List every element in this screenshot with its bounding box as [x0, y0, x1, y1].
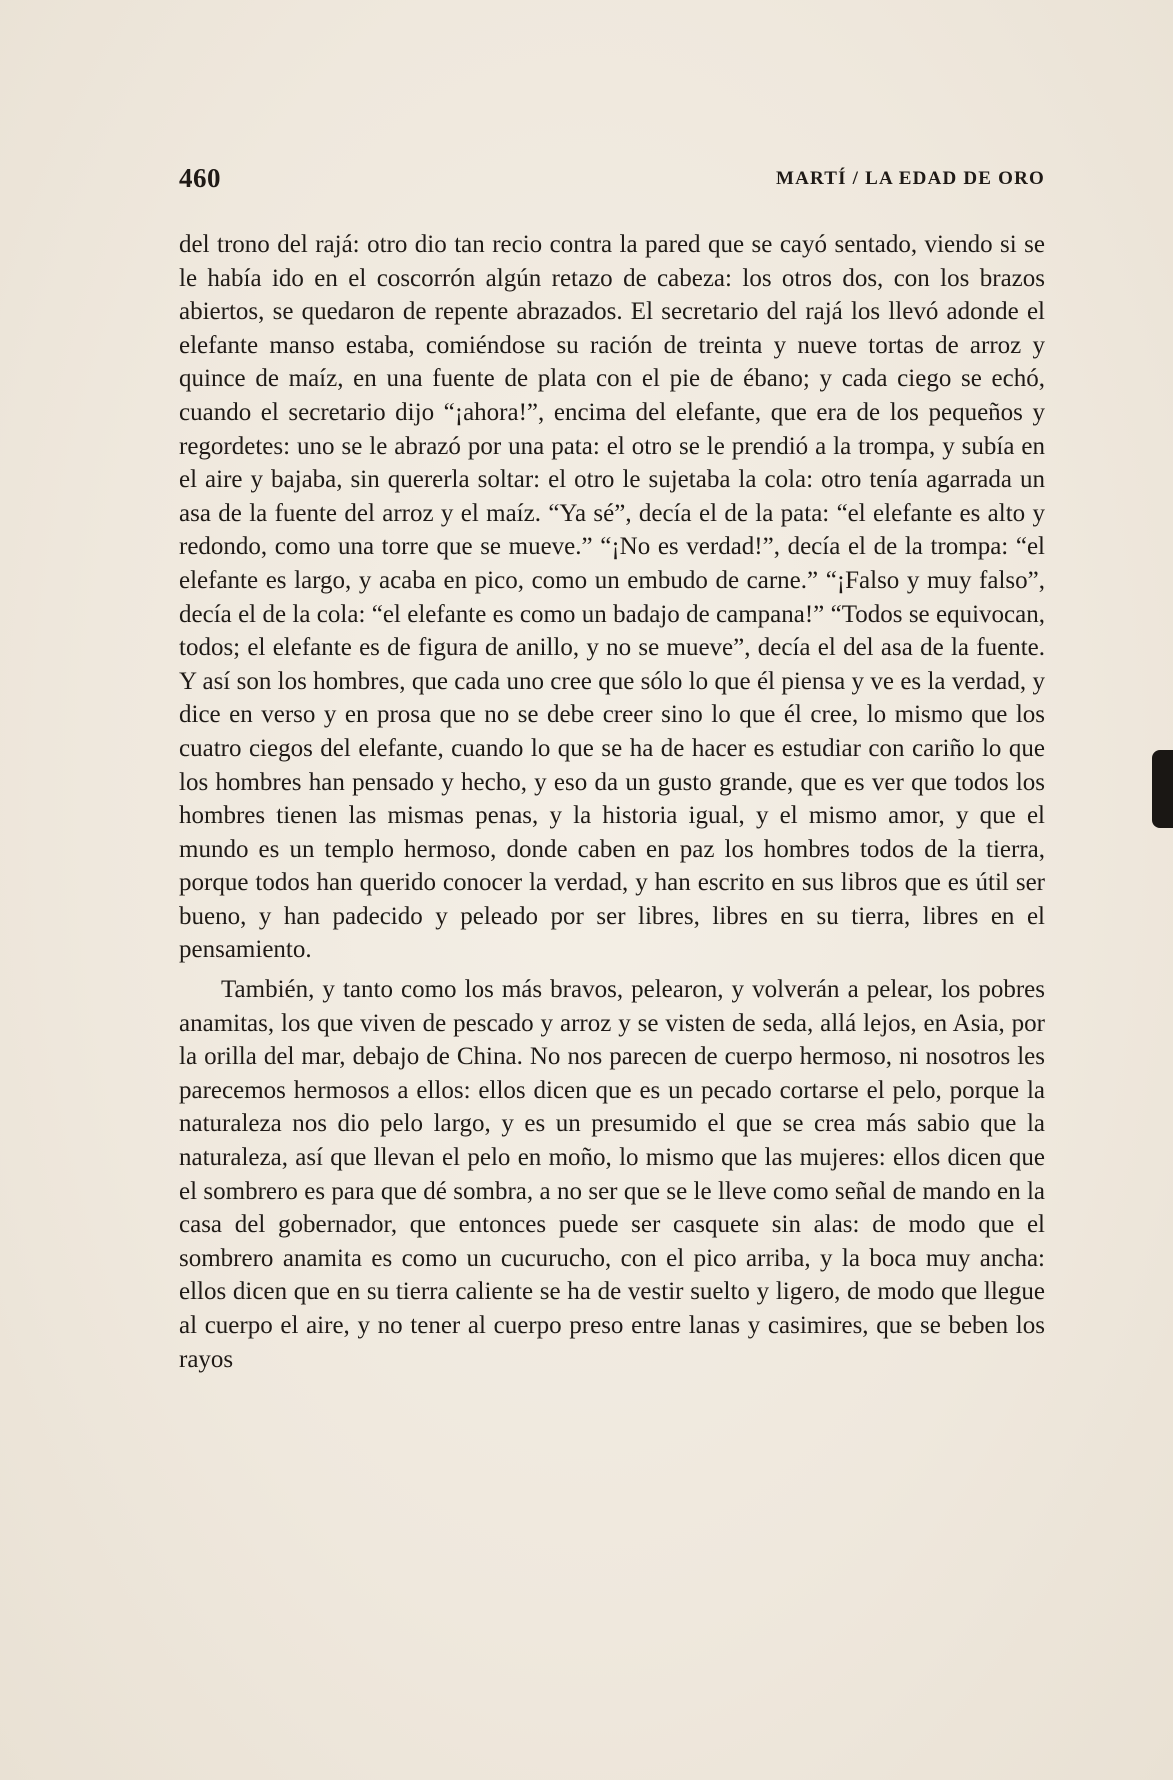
running-head: [179, 163, 1045, 199]
paragraph-1: del trono del rajá: otro dio tan recio contra la pared que se cayó sentado, viendo si se le había ido en el coscorrón algún retazo de cabeza: los otros dos, con los brazos abiertos, se quedaron de repente abrazados. El secretario del rajá los llevó adonde el elefante manso estaba, comiéndose su ración de treinta y nueve tortas de arroz y quince de maíz, en una fuente de plata con el pie de ébano; y cada ciego se echó, cuando el secretario dijo “¡ahora!”, encima del elefante, que era de los pequeños y regordetes: uno se le abrazó por una pata: el otro se le prendió a la trompa, y subía en el aire y bajaba, sin quererla soltar: el otro le sujetaba la cola: otro tenía agarrada un asa de la fuente del arroz y el maíz. “Ya sé”, decía el de la pata: “el elefante es alto y redondo, como una torre que se mueve.” “¡No es verdad!”, decía el de la trompa: “el elefante es largo, y acaba en pico, como un embudo de carne.” “¡Falso y muy falso”, decía el de la cola: “el elefante es como un badajo de campana!” “Todos se equivocan, todos; el elefante es de figura de anillo, y no se mueve”, decía el del asa de la fuente. Y así son los hombres, que cada uno cree que sólo lo que él piensa y ve es la verdad, y dice en verso y en prosa que no se debe creer sino lo que él cree, lo mismo que los cuatro ciegos del elefante, cuando lo que se ha de hacer es estudiar con cariño lo que los hombres han pensado y hecho, y eso da un gusto grande, que es ver que todos los hombres tienen las mismas penas, y la historia igual, y el mismo amor, y que el mundo es un templo hermoso, donde caben en paz los hombres todos de la tierra, porque todos han querido conocer la verdad, y han escrito en sus libros que es útil ser bueno, y han padecido y peleado por ser libres, libres en su tierra, libres en el pensamiento.: [179, 231, 1045, 964]
body-text: [179, 228, 1045, 1376]
page-number: 460: [179, 163, 221, 193]
page-edge-tab-mark: [1152, 750, 1173, 828]
running-title: MARTÍ / LA EDAD DE ORO: [775, 168, 1045, 189]
paragraph-2: También, y tanto como los más bravos, pelearon, y volverán a pelear, los pobres anamitas, los que viven de pescado y arroz y se visten de seda, allá lejos, en Asia, por la orilla del mar, debajo de China. No nos parecen de cuerpo hermoso, ni nosotros les parecemos hermosos a ellos: ellos dicen que es un pecado cortarse el pelo, porque la naturaleza nos dio pelo largo, y es un presumido el que se crea más sabio que la naturaleza, así que llevan el pelo en moño, lo mismo que las mujeres: ellos dicen que el sombrero es para que dé sombra, a no ser que se le lleve como señal de mando en la casa del gobernador, que entonces puede ser casquete sin alas: de modo que el sombrero anamita es como un cucurucho, con el pico arriba, y la boca muy ancha: ellos dicen que en su tierra caliente se ha de vestir suelto y ligero, de modo que llegue al cuerpo el aire, y no tener al cuerpo preso entre lanas y casimires, que se beben los rayos: [179, 976, 1045, 1373]
